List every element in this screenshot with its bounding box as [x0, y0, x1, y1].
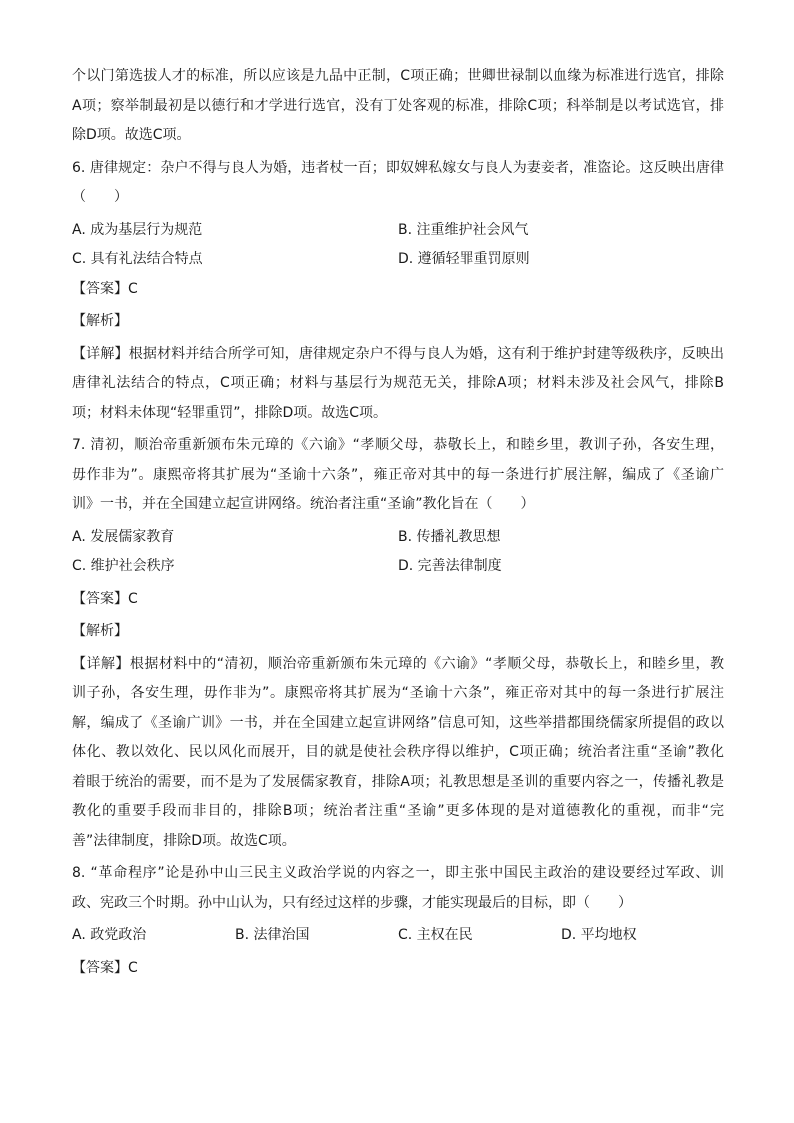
q7-detail-line: 体化、教以效化、民以风化而展开，目的就是使社会秩序得以维护，C项正确；统治者注重“圣谕”教化 [72, 744, 724, 760]
q7-stem-line: 7. 清初，顺治帝重新颁布朱元璋的《六谕》“孝顺父母，恭敬长上，和睦乡里，教训子孙，各安生理， [72, 437, 724, 453]
q8-option-c: C. 主权在民 [398, 927, 473, 943]
q8-stem-line: 政、宪政三个时期。孙中山认为，只有经过这样的步骤，才能实现最后的目标，即（ ） [72, 894, 632, 911]
document-page [72, 62, 724, 983]
q8-option-a: A. 政党政治 [72, 927, 147, 943]
q6-answer: 【答案】C [72, 280, 138, 297]
q7-stem-line: 毋作非为”。康熙帝将其扩展为“圣谕十六条”，雍正帝对其中的每一条进行扩展注解，编成了《圣谕广 [72, 466, 724, 483]
q6-stem-line: 6. 唐律规定：杂户不得与良人为婚，违者杖一百；即奴婢私嫁女与良人为妻妾者，准盗论。这反映出唐律 [72, 159, 724, 176]
q7-detail-line: 着眼于统治的需要，而不是为了发展儒家教育，排除A项；礼教思想是圣训的重要内容之一，传播礼教是 [72, 773, 724, 790]
q6-stem-line: （ ） [72, 189, 128, 205]
q6-analysis-label: 【解析】 [72, 313, 128, 329]
q6-detail-line: 项；材料未体现“轻罪重罚”，排除D项。故选C项。 [72, 404, 388, 421]
q6-options-row [72, 216, 724, 246]
q8-option-d: D. 平均地权 [561, 927, 637, 943]
q7-answer: 【答案】C [72, 590, 138, 607]
q6-option-d: D. 遵循轻罪重罚原则 [398, 251, 530, 267]
q6-option-c: C. 具有礼法结合特点 [72, 251, 203, 267]
q7-options-row [72, 523, 724, 553]
q8-options-row [72, 921, 724, 951]
q8-answer: 【答案】C [72, 959, 138, 976]
q7-detail-line: 善”法律制度，排除D项。故选C项。 [72, 832, 296, 849]
q6-detail-line: 【详解】根据材料并结合所学可知，唐律规定杂户不得与良人为婚，这有利于维护封建等级秩序，反映出 [72, 345, 724, 362]
q7-detail-line: 【详解】根据材料中的“清初，顺治帝重新颁布朱元璋的《六谕》“孝顺父母，恭敬长上，和睦乡里，教 [72, 655, 724, 672]
q7-option-c: C. 维护社会秩序 [72, 558, 175, 574]
q6-option-b: B. 注重维护社会风气 [398, 221, 529, 238]
q6-detail-line: 唐律礼法结合的特点，C项正确；材料与基层行为规范无关，排除A项；材料未涉及社会风气，排除B [72, 375, 724, 391]
q8-option-b: B. 法律治国 [235, 927, 310, 943]
q6-options-row [72, 245, 724, 275]
q7-detail-line: 解，编成了《圣谕广训》一书，并在全国建立起宣讲网络”信息可知，这些举措都围绕儒家所提倡的政以 [72, 714, 724, 731]
q7-detail-line: 教化的重要手段而非目的，排除B项；统治者注重“圣谕”更多体现的是对道德教化的重视，而非“完 [72, 803, 724, 819]
q7-options-row [72, 552, 724, 582]
q7-analysis-label: 【解析】 [72, 623, 128, 639]
q7-option-a: A. 发展儒家教育 [72, 528, 175, 545]
q7-option-b: B. 传播礼教思想 [398, 528, 501, 545]
q7-option-d: D. 完善法律制度 [398, 558, 502, 574]
q5-analysis-line: A项；察举制最初是以德行和才学进行选官，没有丁处客观的标准，排除C项；科举制是以考试选官，排 [72, 97, 724, 114]
q5-analysis-line: 除D项。故选C项。 [72, 127, 191, 143]
q7-stem-line: 训》一书，并在全国建立起宣讲网络。统治者注重“圣谕”教化旨在（ ） [72, 496, 535, 512]
q7-detail-line: 训子孙，各安生理，毋作非为”。康熙帝将其扩展为“圣谕十六条”，雍正帝对其中的每一条进行扩展注 [72, 685, 724, 701]
q5-analysis-line: 个以门第选拔人才的标准，所以应该是九品中正制，C项正确；世卿世禄制以血缘为标准进行选官，排除 [72, 68, 724, 84]
q8-stem-line: 8. “革命程序”论是孙中山三民主义政治学说的内容之一，即主张中国民主政治的建设要经过军政、训 [72, 865, 724, 881]
q6-option-a: A. 成为基层行为规范 [72, 221, 203, 238]
